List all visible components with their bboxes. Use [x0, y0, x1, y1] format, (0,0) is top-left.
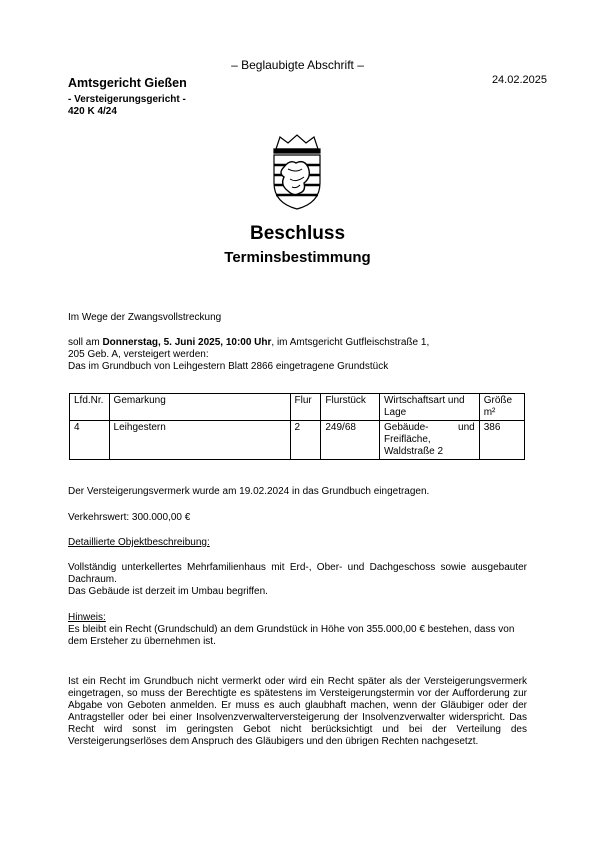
object-description-heading: Detaillierte Objektbeschreibung:	[68, 537, 210, 548]
table-cell: 4	[70, 421, 110, 460]
certified-copy-header: – Beglaubigte Abschrift –	[231, 58, 364, 72]
table-header-cell: Flurstück	[321, 394, 380, 421]
market-value: Verkehrswert: 300.000,00 €	[68, 512, 191, 523]
table-header-cell: Gemarkung	[109, 394, 290, 421]
property-table	[69, 393, 525, 460]
table-header-row	[70, 394, 525, 421]
document-subtitle: Terminsbestimmung	[224, 249, 371, 266]
auction-date-prefix: soll am	[68, 337, 103, 348]
table-header-cell: Größe m²	[479, 394, 524, 421]
intro-line-1: Im Wege der Zwangsvollstreckung	[68, 312, 222, 323]
object-description-text: Vollständig unterkellertes Mehrfamilienhaus mit Erd-, Ober- und Dachgeschoss sowie ausgebauter Dachraum.	[68, 562, 527, 585]
auction-date-line	[68, 337, 527, 349]
hesse-coat-of-arms-icon	[266, 133, 328, 211]
auction-date-suffix: , im Amtsgericht Gutfleischstraße 1,	[271, 337, 430, 348]
case-number: 420 K 4/24	[68, 106, 117, 117]
object-description-note: Das Gebäude ist derzeit im Umbau begriffen.	[68, 586, 268, 597]
table-cell: Leihgestern	[109, 421, 290, 460]
table-cell: 386	[479, 421, 524, 460]
court-department: - Versteigerungsgericht -	[68, 94, 186, 105]
vermerk-text: Der Versteigerungsvermerk wurde am 19.02.2024 in das Grundbuch eingetragen.	[68, 486, 430, 497]
auction-date-bold: Donnerstag, 5. Juni 2025, 10:00 Uhr	[102, 337, 272, 348]
court-department-block	[68, 94, 186, 118]
table-header-cell: Wirtschaftsart und Lage	[379, 394, 479, 421]
intro-line-3: 205 Geb. A, versteigert werden:	[68, 349, 209, 360]
table-header-cell: Lfd.Nr.	[70, 394, 110, 421]
rights-paragraph: Ist ein Recht im Grundbuch nicht vermerkt oder wird ein Recht später als der Versteigerungsvermerk eingetragen, so muss der Berechtigte es spätestens im Versteigerungstermin vor der Aufforderung zur Abgabe von Geboten anmelden. Er muss es auch glaubhaft machen, wenn der Gläubiger oder der Antragsteller oder bei einer Insolvenzverwalterversteigerung der Insolvenzverwalter widerspricht. Das Recht wird sonst im geringsten Gebot nicht berücksichtigt und bei der Verteilung des Versteigerungserlöses dem Anspruch des Gläubigers und den übrigen Rechten nachgesetzt.	[68, 676, 527, 747]
table-cell: Gebäude- und Freifläche, Waldstraße 2	[379, 421, 479, 460]
table-cell: 2	[290, 421, 321, 460]
court-name: Amtsgericht Gießen	[68, 76, 187, 90]
table-cell: 249/68	[321, 421, 380, 460]
table-row	[70, 421, 525, 460]
document-date: 24.02.2025	[491, 74, 547, 86]
document-title: Beschluss	[249, 223, 346, 244]
notice-heading: Hinweis:	[68, 612, 106, 623]
table-header-cell: Flur	[290, 394, 321, 421]
intro-line-4: Das im Grundbuch von Leihgestern Blatt 2866 eingetragene Grundstück	[68, 361, 389, 372]
notice-text: Es bleibt ein Recht (Grundschuld) an dem Grundstück in Höhe von 355.000,00 € bestehen, dass von dem Ersteher zu übernehmen ist.	[68, 624, 515, 647]
